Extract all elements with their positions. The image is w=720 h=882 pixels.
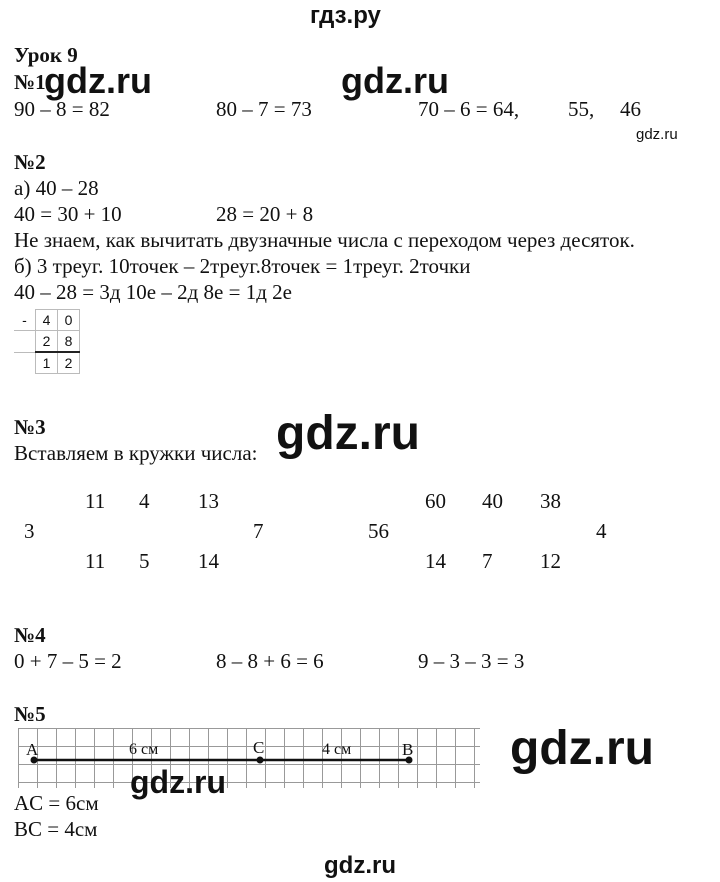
- circle-value: 3: [24, 519, 35, 543]
- task4-eq3: 9 – 3 – 3 = 3: [418, 649, 525, 673]
- length-ac: 6 см: [129, 741, 159, 758]
- task2-line5: 40 – 28 = 3д 10е – 2д 8е = 1д 2е: [14, 280, 292, 304]
- task4-eq1: 0 + 7 – 5 = 2: [14, 649, 122, 673]
- circle-value: 40: [482, 489, 503, 513]
- task1-eq3: 70 – 6 = 64,: [418, 97, 520, 121]
- length-cb: 4 см: [322, 741, 352, 758]
- circle-value: 12: [540, 549, 561, 573]
- site-header: гдз.ру: [310, 2, 381, 29]
- watermark-4: gdz.ru: [510, 722, 654, 775]
- circle-value: 11: [85, 549, 106, 573]
- label-c: C: [253, 738, 265, 757]
- watermark-2: gdz.ru: [341, 60, 449, 101]
- circle-value: 14: [198, 549, 219, 573]
- task1-number: №1: [14, 70, 46, 94]
- column-subtraction: [14, 309, 80, 374]
- task2-line2a: 40 = 30 + 10: [14, 202, 122, 226]
- circle-value: 38: [540, 489, 561, 513]
- circle-value: 14: [425, 549, 446, 573]
- task3-number: №3: [14, 415, 46, 439]
- label-a: A: [26, 740, 39, 759]
- task5-answer2: BC = 4см: [14, 817, 98, 841]
- task2-line2b: 28 = 20 + 8: [216, 202, 314, 226]
- task2-line3: Не знаем, как вычитать двузначные числа с переходом через десяток.: [14, 228, 635, 252]
- task1-value1: 55,: [568, 97, 595, 121]
- task2-number: №2: [14, 150, 46, 174]
- column-digit: 2: [58, 352, 80, 374]
- lesson-title: Урок 9: [14, 43, 78, 67]
- column-digit: 2: [36, 331, 58, 353]
- column-sign: -: [14, 310, 36, 331]
- task4-eq2: 8 – 8 + 6 = 6: [216, 649, 324, 673]
- circle-value: 13: [198, 489, 219, 513]
- label-b: B: [402, 740, 414, 759]
- task5-number: №5: [14, 702, 46, 726]
- watermark-1: gdz.ru: [44, 60, 152, 101]
- circle-value: 7: [482, 549, 493, 573]
- task3-intro: Вставляем в кружки числа:: [14, 441, 258, 465]
- task1-value2: 46: [620, 97, 641, 121]
- task2-line4: б) 3 треуг. 10точек – 2треуг.8точек = 1треуг. 2точки: [14, 254, 471, 278]
- task4-number: №4: [14, 623, 46, 647]
- watermark-3: gdz.ru: [276, 407, 420, 460]
- column-digit: 0: [58, 310, 80, 331]
- task1-eq1: 90 – 8 = 82: [14, 97, 110, 121]
- column-digit: 4: [36, 310, 58, 331]
- task5-answer1: AC = 6см: [14, 791, 99, 815]
- watermark-small: gdz.ru: [636, 126, 678, 143]
- circle-value: 56: [368, 519, 389, 543]
- circle-value: 5: [139, 549, 150, 573]
- watermark-footer: gdz.ru: [324, 852, 396, 879]
- circle-value: 60: [425, 489, 446, 513]
- circle-value: 4: [139, 489, 150, 513]
- column-digit: 8: [58, 331, 80, 353]
- circle-value: 7: [253, 519, 264, 543]
- task1-eq2: 80 – 7 = 73: [216, 97, 312, 121]
- column-digit: 1: [36, 352, 58, 374]
- watermark-5: gdz.ru: [130, 764, 226, 800]
- circle-value: 4: [596, 519, 607, 543]
- circle-value: 11: [85, 489, 106, 513]
- task2-line1: а) 40 – 28: [14, 176, 99, 200]
